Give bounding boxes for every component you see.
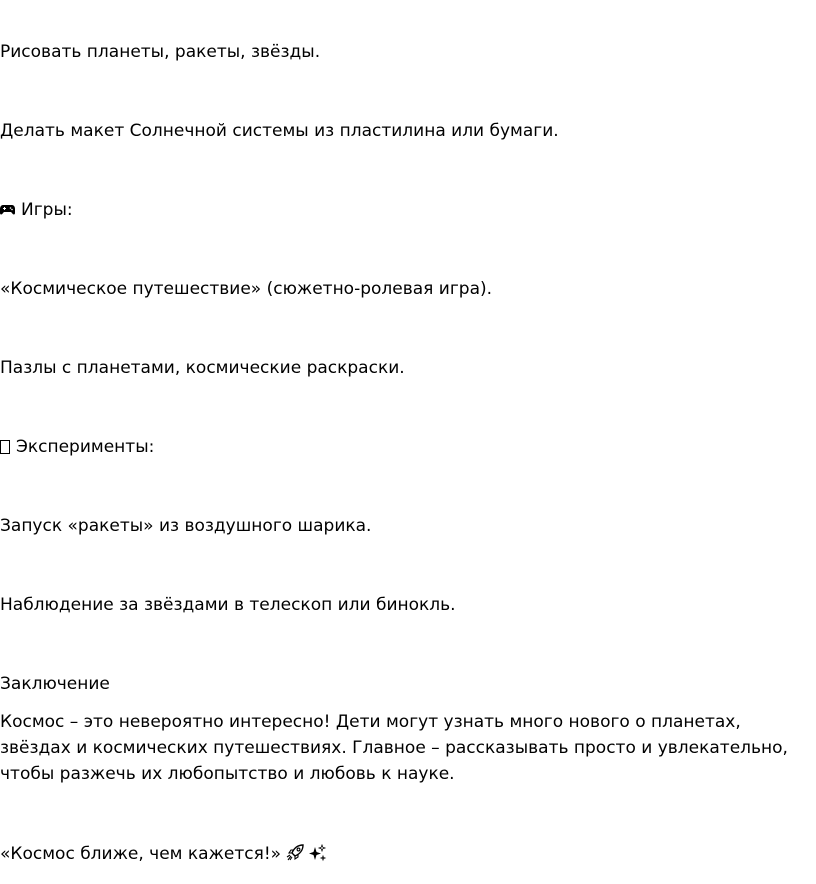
- text-line-model: Делать макет Солнечной системы из пластилина или бумаги.: [0, 121, 559, 141]
- closing-quote: «Космос ближе, чем кажется!»: [0, 844, 282, 864]
- games-heading: [0, 197, 73, 223]
- closing-quote-line: [0, 841, 327, 867]
- games-heading-label: Игры:: [21, 200, 73, 220]
- rocket-icon: [286, 844, 306, 862]
- text-line-balloon-rocket: Запуск «ракеты» из воздушного шарика.: [0, 516, 372, 536]
- experiments-heading: [0, 434, 154, 460]
- conclusion-heading: Заключение: [0, 674, 110, 694]
- text-line-space-journey: «Космическое путешествие» (сюжетно-ролевая игра).: [0, 279, 493, 299]
- sparkles-icon: [307, 844, 327, 862]
- text-line-stargazing: Наблюдение за звёздами в телескоп или бинокль.: [0, 595, 456, 615]
- text-line-puzzles: Пазлы с планетами, космические раскраски.: [0, 358, 405, 378]
- experiments-heading-label: Эксперименты:: [16, 437, 155, 457]
- gamepad-icon: [0, 197, 15, 207]
- missing-glyph-icon: [0, 440, 10, 454]
- conclusion-paragraph: Космос – это невероятно интересно! Дети могут узнать много нового о планетах, звёздах и космических путешествиях. Главное – рассказывать просто и увлекательно, чтобы разжечь их любопытство и любовь к науке.: [0, 712, 788, 784]
- text-line-draw: Рисовать планеты, ракеты, звёзды.: [0, 42, 321, 62]
